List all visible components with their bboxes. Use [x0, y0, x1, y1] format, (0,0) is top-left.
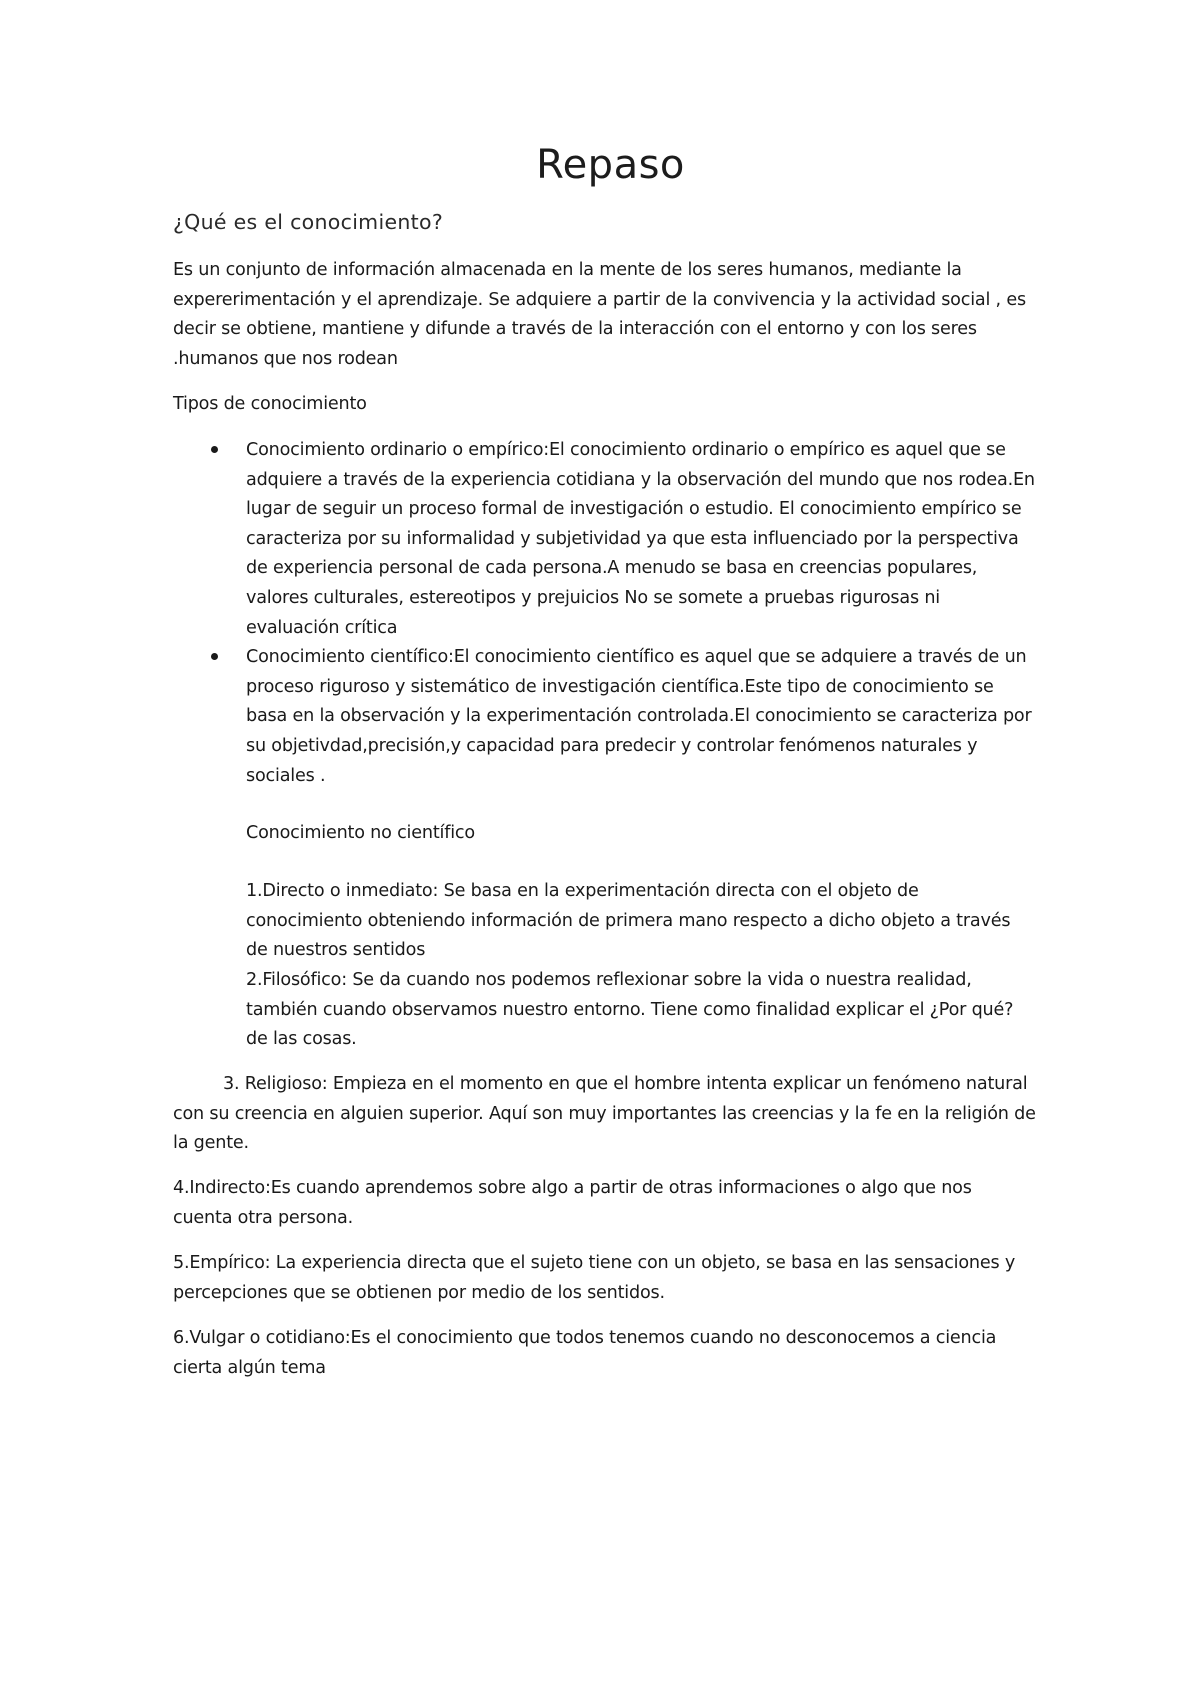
page-title: Repaso	[536, 142, 685, 188]
list-item	[173, 643, 1036, 791]
knowledge-types-list	[173, 436, 1048, 791]
item-vulgar: 6.Vulgar o cotidiano:Es el conocimiento que todos tenemos cuando no desconocemos a ciencia cierta algún tema	[173, 1328, 997, 1378]
list-item-text: Conocimiento ordinario o empírico:El conocimiento ordinario o empírico es aquel que se adquiere a través de la experiencia cotidiana y la observación del mundo que nos rodea.En lugar de seguir un proceso formal de investigación o estudio. El conocimiento empírico se caracteriza por su informalidad y subjetividad ya que esta influenciado por la perspectiva de experiencia personal de cada persona.A menudo se basa en creencias populares, valores culturales, estereotipos y prejuicios No se somete a pruebas rigurosas ni evaluación crítica	[246, 440, 1035, 638]
non-scientific-heading: Conocimiento no científico	[246, 823, 475, 843]
item-philosophical: 2.Filosófico: Se da cuando nos podemos reflexionar sobre la vida o nuestra realidad, también cuando observamos nuestro entorno. Tiene como finalidad explicar el ¿Por qué? de las cosas.	[246, 970, 1014, 1050]
item-religious-text: Empieza en el momento en que el hombre intenta explicar un fenómeno natural con su creencia en alguien superior. Aquí son muy importantes las creencias y la fe en la religión de la gente.	[173, 1074, 1036, 1154]
item-religious-lead: 3. Religioso:	[223, 1074, 328, 1094]
item-religious	[173, 1070, 1043, 1159]
types-heading: Tipos de conocimiento	[173, 394, 367, 414]
item-indirect: 4.Indirecto:Es cuando aprendemos sobre algo a partir de otras informaciones o algo que nos cuenta otra persona.	[173, 1178, 972, 1228]
bullet-icon	[211, 446, 218, 453]
item-empirical: 5.Empírico: La experiencia directa que el sujeto tiene con un objeto, se basa en las sensaciones y percepciones que se obtienen por medio de los sentidos.	[173, 1253, 1016, 1303]
item-direct: 1.Directo o inmediato: Se basa en la experimentación directa con el objeto de conocimiento obteniendo información de primera mano respecto a dicho objeto a través de nuestros sentidos	[246, 881, 1011, 961]
bullet-icon	[211, 653, 218, 660]
section-question: ¿Qué es el conocimiento?	[173, 210, 444, 234]
intro-paragraph: Es un conjunto de información almacenada en la mente de los seres humanos, mediante la expererimentación y el aprendizaje. Se adquiere a partir de la convivencia y la actividad social , es decir se obtiene, mantiene y difunde a través de la interacción con el entorno y con los seres .humanos que nos rodean	[173, 260, 1026, 370]
list-item-text: Conocimiento científico:El conocimiento científico es aquel que se adquiere a través de un proceso riguroso y sistemático de investigación científica.Este tipo de conocimiento se basa en la observación y la experimentación controlada.El conocimiento se caracteriza por su objetivdad,precisión,y capacidad para predecir y controlar fenómenos naturales y sociales .	[246, 647, 1032, 786]
list-item	[173, 436, 1036, 643]
